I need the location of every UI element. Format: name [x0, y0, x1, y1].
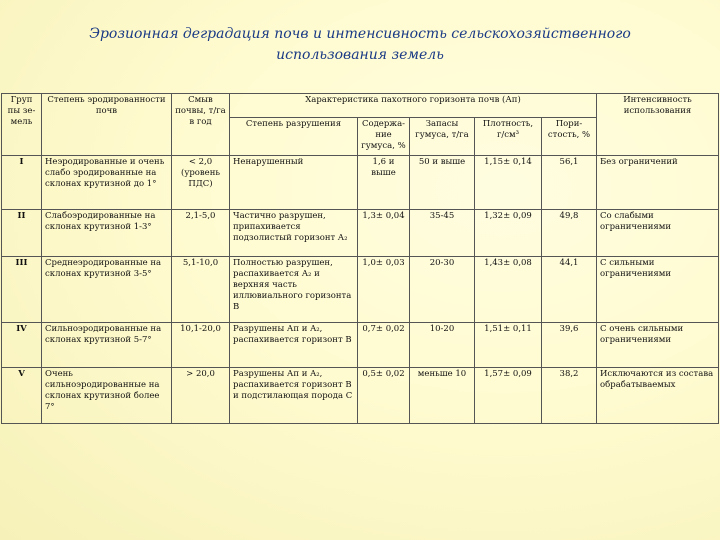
porosity-cell: 38,2 — [542, 368, 597, 424]
washoff-cell: > 20,0 — [172, 368, 230, 424]
intensity-cell: С очень сильными ограничениями — [597, 323, 719, 368]
degree-cell: Среднеэродированные на склонах крутизной 3-5° — [42, 257, 172, 323]
density-cell: 1,15± 0,14 — [475, 156, 542, 210]
group-cell: IV — [2, 323, 42, 368]
porosity-cell: 44,1 — [542, 257, 597, 323]
destruction-cell: Полностью разрушен, распахивается A₂ и верхняя часть иллювиального горизонта В — [230, 257, 358, 323]
humus-stock-cell: меньше 10 — [410, 368, 475, 424]
humus-content-cell: 1,3± 0,04 — [358, 210, 410, 257]
header-destruction: Степень разрушения — [230, 118, 358, 156]
humus-content-cell: 1,6 и выше — [358, 156, 410, 210]
group-cell: V — [2, 368, 42, 424]
header-group: Груп пы зе- мель — [2, 94, 42, 156]
table-row — [2, 257, 719, 323]
destruction-cell: Разрушены Ап и A₂, распахивается горизонт В и подстилающая порода С — [230, 368, 358, 424]
porosity-cell: 56,1 — [542, 156, 597, 210]
humus-content-cell: 1,0± 0,03 — [358, 257, 410, 323]
degree-cell: Очень сильноэродированные на склонах крутизной более 7° — [42, 368, 172, 424]
table-row — [2, 368, 719, 424]
page-title — [0, 24, 720, 66]
humus-content-cell: 0,7± 0,02 — [358, 323, 410, 368]
group-cell: III — [2, 257, 42, 323]
table-row — [2, 210, 719, 257]
density-cell: 1,51± 0,11 — [475, 323, 542, 368]
washoff-cell: 2,1-5,0 — [172, 210, 230, 257]
humus-stock-cell: 35-45 — [410, 210, 475, 257]
washoff-cell: < 2,0 (уровень ПДС) — [172, 156, 230, 210]
humus-stock-cell: 20-30 — [410, 257, 475, 323]
soil-degradation-table — [1, 93, 719, 424]
washoff-cell: 10,1-20,0 — [172, 323, 230, 368]
header-density: Плотность, г/см³ — [475, 118, 542, 156]
humus-stock-cell: 50 и выше — [410, 156, 475, 210]
intensity-cell: С сильными ограничениями — [597, 257, 719, 323]
title-line-2: использования земель — [276, 47, 444, 63]
header-porosity: Пори- стость, % — [542, 118, 597, 156]
porosity-cell: 39,6 — [542, 323, 597, 368]
header-degree: Степень эродированности почв — [42, 94, 172, 156]
destruction-cell: Разрушены Ап и A₂, распахивается горизонт В — [230, 323, 358, 368]
density-cell: 1,32± 0,09 — [475, 210, 542, 257]
destruction-cell: Ненарушенный — [230, 156, 358, 210]
table-row — [2, 156, 719, 210]
header-intensity: Интенсивность использования — [597, 94, 719, 156]
header-row-1 — [2, 94, 719, 118]
header-washoff: Смыв почвы, т/га в год — [172, 94, 230, 156]
degree-cell: Сильноэродированные на склонах крутизной 5-7° — [42, 323, 172, 368]
washoff-cell: 5,1-10,0 — [172, 257, 230, 323]
intensity-cell: Со слабыми ограничениями — [597, 210, 719, 257]
destruction-cell: Частично разрушен, припахивается подзолистый горизонт A₂ — [230, 210, 358, 257]
group-cell: I — [2, 156, 42, 210]
degree-cell: Слабоэродированные на склонах крутизной 1-3° — [42, 210, 172, 257]
porosity-cell: 49,8 — [542, 210, 597, 257]
group-cell: II — [2, 210, 42, 257]
intensity-cell: Без ограничений — [597, 156, 719, 210]
degree-cell: Неэродированные и очень слабо эродированные на склонах крутизной до 1° — [42, 156, 172, 210]
table-row — [2, 323, 719, 368]
intensity-cell: Исключаются из состава обрабатываемых — [597, 368, 719, 424]
header-humus-stock: Запасы гумуса, т/га — [410, 118, 475, 156]
humus-stock-cell: 10-20 — [410, 323, 475, 368]
header-humus-content: Содержа- ние гумуса, % — [358, 118, 410, 156]
humus-content-cell: 0,5± 0,02 — [358, 368, 410, 424]
header-characteristic: Характеристика пахотного горизонта почв (Ап) — [230, 94, 597, 118]
title-line-1: Эрозионная деградация почв и интенсивность сельскохозяйственного — [89, 26, 631, 42]
density-cell: 1,43± 0,08 — [475, 257, 542, 323]
density-cell: 1,57± 0,09 — [475, 368, 542, 424]
